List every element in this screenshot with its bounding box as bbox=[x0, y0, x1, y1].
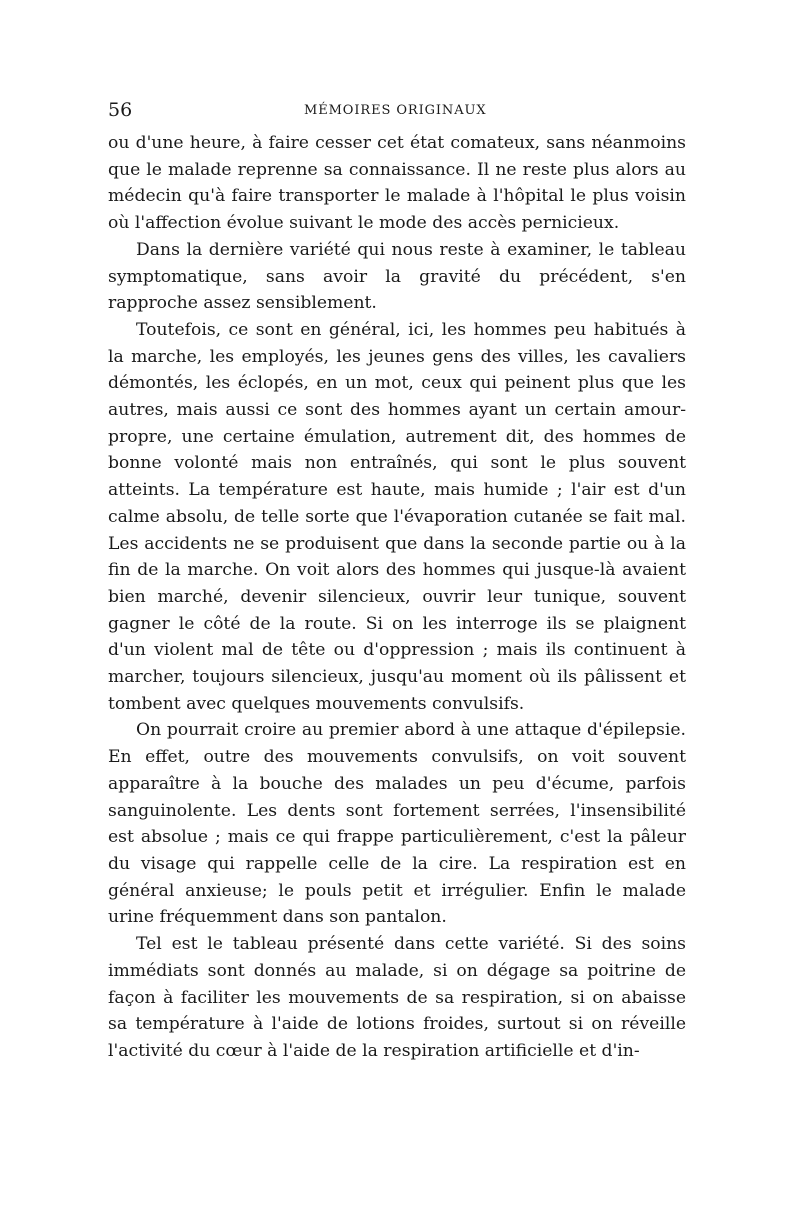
body-text bbox=[108, 130, 686, 1065]
page-number: 56 bbox=[108, 99, 133, 121]
running-title: MÉMOIRES ORIGINAUX bbox=[304, 103, 487, 118]
paragraph: Dans la dernière variété qui nous reste à examiner, le tableau symptomatique, sans avoir la gravité du précédent, s'en rapproche assez sensiblement. bbox=[108, 239, 686, 314]
paragraph: ou d'une heure, à faire cesser cet état comateux, sans néanmoins que le malade reprenne sa connaissance. Il ne reste plus alors au médecin qu'à faire transporter le malade à l'hôpital le plus voisin où l'affection évolue suivant le mode des accès pernicieux. bbox=[108, 133, 686, 234]
paragraph: Tel est le tableau présenté dans cette variété. Si des soins immédiats sont donnés au malade, si on dégage sa poitrine de façon à faciliter les mouvements de sa respiration, si on abaisse sa température à l'aide de lotions froides, surtout si on réveille l'activité du cœur à l'aide de la respiration artificielle et d'in- bbox=[108, 934, 686, 1061]
page-header bbox=[108, 100, 686, 130]
paragraph: Toutefois, ce sont en général, ici, les hommes peu habitués à la marche, les employés, les jeunes gens des villes, les cavaliers démontés, les éclopés, en un mot, ceux qui peinent plus que les autres, mais aussi ce sont des hommes ayant un certain amour-propre, une certaine émulation, autrement dit, des hommes de bonne volonté mais non entraînés, qui sont le plus souvent atteints. La température est haute, mais humide ; l'air est d'un calme absolu, de telle sorte que l'évaporation cutanée se fait mal. Les accidents ne se produisent que dans la seconde partie ou à la fin de la marche. On voit alors des hommes qui jusque-là avaient bien marché, devenir silencieux, ouvrir leur tunique, souvent gagner le côté de la route. Si on les interroge ils se plaignent d'un violent mal de tête ou d'oppression ; mais ils continuent à marcher, toujours silencieux, jusqu'au moment où ils pâlissent et tombent avec quelques mouvements convulsifs. bbox=[108, 319, 686, 714]
paragraph: On pourrait croire au premier abord à une attaque d'épilepsie. En effet, outre des mouvements convulsifs, on voit souvent apparaître à la bouche des malades un peu d'écume, parfois sanguinolente. Les dents sont fortement serrées, l'insensibilité est absolue ; mais ce qui frappe particulièrement, c'est la pâleur du visage qui rappelle celle de la cire. La respiration est en général anxieuse; le pouls petit et irrégulier. Enfin le malade urine fréquemment dans son pantalon. bbox=[108, 720, 686, 928]
book-page bbox=[108, 100, 686, 1065]
